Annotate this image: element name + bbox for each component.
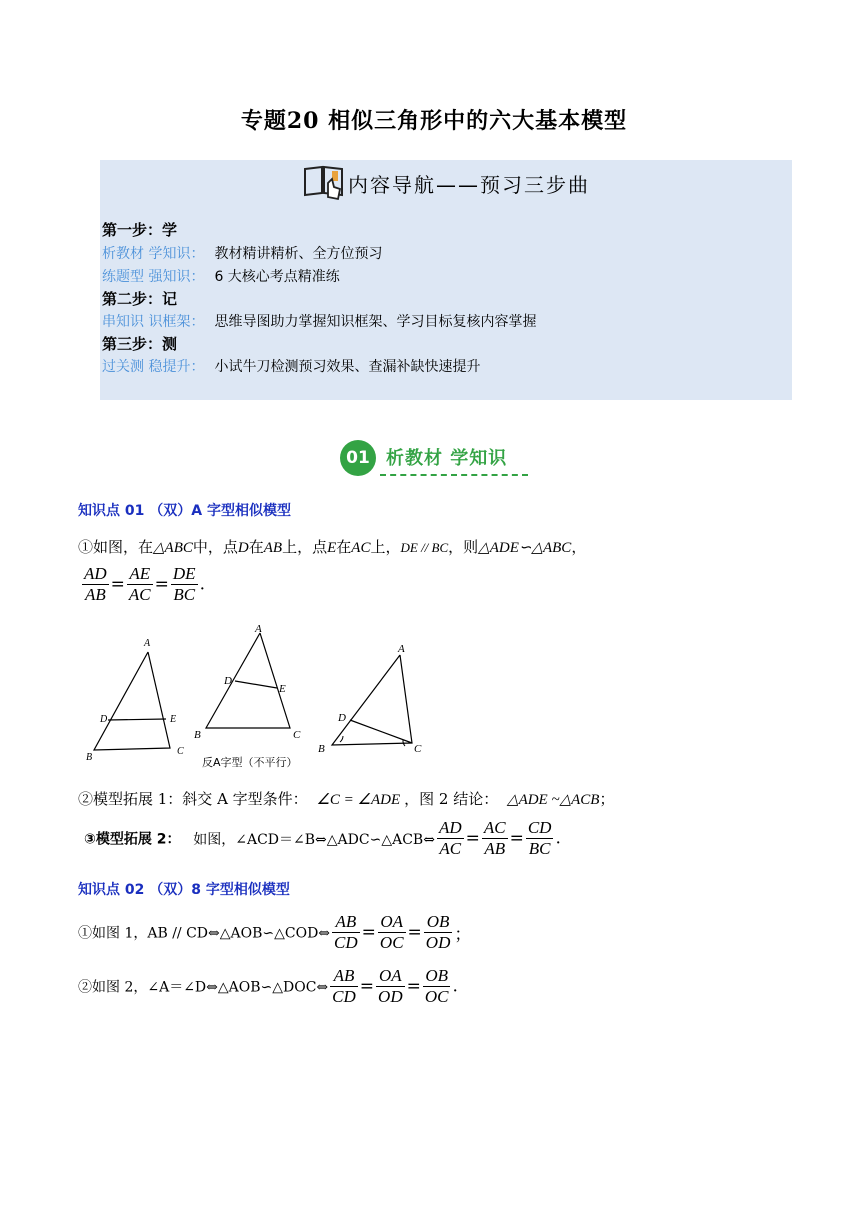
- text-segment: 在: [248, 538, 264, 556]
- text-segment: 如图，∠ACD＝∠B⇔△ADC∽△ACB⇔: [193, 831, 435, 848]
- label-c: C: [293, 729, 301, 741]
- numerator: AC: [483, 818, 506, 837]
- nav-row-3-highlight: 串知识 识框架：: [102, 314, 205, 330]
- kp2-line-1: [78, 912, 471, 953]
- fraction: [171, 564, 198, 605]
- equals-sign: =: [509, 828, 524, 849]
- numerator: DE: [172, 564, 196, 583]
- fraction: [332, 912, 360, 953]
- fraction: [437, 818, 464, 859]
- math-segment: △ADE ~△ACB: [507, 792, 600, 808]
- text-segment: ；: [599, 790, 615, 808]
- label-c: C: [177, 746, 184, 757]
- label-a: A: [144, 638, 151, 649]
- text-segment: 上，: [370, 538, 401, 556]
- equals-sign: =: [359, 976, 375, 997]
- equals-sign: =: [465, 828, 480, 849]
- equals-sign: =: [154, 574, 169, 595]
- fraction: [482, 818, 508, 859]
- numerator: AD: [438, 818, 462, 837]
- nav-row-3-text: 思维导图助力掌握知识框架、学习目标复核内容掌握: [214, 314, 537, 330]
- kp2-line-2: [78, 966, 458, 1007]
- nav-header-text: 内容导航——预习三步曲: [348, 173, 590, 197]
- section-number-badge: 01: [340, 440, 376, 476]
- nav-row-3: [102, 311, 536, 331]
- kp1-extension-2: [84, 818, 561, 859]
- label-b: B: [86, 752, 93, 763]
- fraction: [330, 966, 358, 1007]
- math-segment: D: [237, 540, 249, 556]
- kp1-extension-1: [78, 788, 614, 809]
- numerator: AE: [127, 564, 153, 585]
- label-d: D: [224, 675, 232, 687]
- fraction: [424, 912, 453, 953]
- equals-sign: =: [406, 976, 421, 997]
- math-segment: AB: [263, 540, 283, 556]
- nav-row-4-highlight: 过关测 稳提升：: [102, 359, 205, 375]
- denominator: AB: [84, 585, 106, 604]
- equals-sign: =: [407, 922, 422, 943]
- nav-row-4-text: 小试牛刀检测预习效果、查漏补缺快速提升: [214, 359, 481, 375]
- numerator: AB: [330, 966, 358, 987]
- text-segment: 在: [336, 538, 352, 556]
- numerator: AD: [84, 564, 107, 583]
- denominator: AC: [439, 839, 462, 858]
- denominator: AB: [484, 839, 506, 858]
- label-a: A: [398, 643, 405, 655]
- text-segment: ②如图 2，∠A＝∠D⇔△AOB∽△DOC⇔: [78, 979, 329, 996]
- math-segment: △ADE∽△ABC: [478, 540, 572, 556]
- label-c: C: [414, 743, 422, 755]
- denominator: OC: [379, 933, 404, 952]
- label-d: D: [338, 712, 346, 724]
- semicolon: ；: [454, 925, 472, 945]
- text-segment: 中，点: [192, 538, 238, 556]
- a-shape-figures: [80, 623, 430, 780]
- nav-row-2: [102, 266, 340, 286]
- text-segment: ②模型拓展 1：斜交 A 字型条件：: [78, 790, 308, 808]
- label-d: D: [100, 714, 108, 725]
- kp1-ratio-equation: [80, 564, 205, 605]
- figure-2-reverse-a-shape: [194, 623, 301, 741]
- label-a: A: [255, 623, 262, 635]
- label-b: B: [318, 743, 325, 755]
- figure-1-a-shape: [86, 638, 184, 763]
- nav-row-4: [102, 356, 480, 376]
- kp1-statement-line: [78, 536, 586, 557]
- text-segment: ，图 2 结论：: [404, 790, 499, 808]
- fraction: [378, 912, 406, 953]
- step1-label: 第一步：学: [102, 221, 178, 239]
- nav-row-1: [102, 243, 382, 263]
- knowledge-point-1-heading: 知识点 01 （双）A 字型相似模型: [78, 503, 291, 519]
- fraction: [376, 966, 405, 1007]
- math-segment: DE // BC: [400, 540, 449, 555]
- label-e: E: [279, 683, 286, 695]
- label-e: E: [170, 714, 177, 725]
- book-hand-icon: [302, 163, 348, 201]
- figure-2-caption: 反A字型（不平行）: [202, 756, 298, 769]
- nav-row-1-highlight: 析教材 学知识：: [102, 246, 205, 262]
- section-underline: [380, 474, 528, 476]
- fraction: [423, 966, 451, 1007]
- fraction: [526, 818, 554, 859]
- nav-row-2-highlight: 练题型 强知识：: [102, 269, 205, 285]
- equals-sign: =: [361, 922, 376, 943]
- numerator: OB: [424, 912, 453, 933]
- page-title: 专题20 相似三角形中的六大基本模型: [240, 108, 628, 134]
- denominator: BC: [528, 839, 551, 858]
- numerator: OA: [378, 912, 406, 933]
- math-segment: AC: [351, 540, 371, 556]
- text-segment: ①如图，在: [78, 538, 154, 556]
- denominator: CD: [334, 933, 358, 952]
- fraction: [82, 564, 109, 605]
- math-segment: ∠C = ∠ADE: [316, 792, 401, 808]
- section-title: 析教材 学知识: [386, 448, 508, 469]
- numerator: AB: [332, 912, 360, 933]
- numerator: CD: [527, 818, 552, 837]
- text-segment: 上，点: [282, 538, 328, 556]
- denominator: OC: [424, 987, 449, 1006]
- period: .: [555, 828, 561, 849]
- denominator: OD: [425, 933, 451, 952]
- period: .: [452, 976, 458, 997]
- numerator: OA: [376, 966, 405, 987]
- knowledge-point-2-heading: 知识点 02 （双）8 字型相似模型: [78, 882, 290, 898]
- denominator: AC: [128, 585, 151, 604]
- nav-row-2-text: 6 大核心考点精准练: [214, 269, 340, 285]
- step3-label: 第三步：测: [102, 335, 178, 353]
- label-b: B: [194, 729, 201, 741]
- denominator: BC: [173, 585, 196, 604]
- nav-row-1-text: 教材精讲精析、全方位预习: [214, 246, 383, 262]
- text-segment: ①如图 1，AB // CD⇔△AOB∽△COD⇔: [78, 925, 331, 942]
- nav-header: [300, 163, 600, 201]
- math-segment: E: [327, 540, 337, 556]
- fraction: [127, 564, 153, 605]
- math-segment: △ABC: [153, 540, 193, 556]
- text-segment: ，: [571, 538, 587, 556]
- numerator: OB: [423, 966, 451, 987]
- text-segment: ③模型拓展 2：: [84, 831, 181, 848]
- period: .: [199, 574, 205, 595]
- step2-label: 第二步：记: [102, 290, 178, 308]
- denominator: OD: [378, 987, 403, 1006]
- denominator: CD: [332, 987, 356, 1006]
- equals-sign: =: [110, 574, 125, 595]
- figure-3-oblique-a-shape: [318, 643, 422, 755]
- text-segment: ，则: [448, 538, 479, 556]
